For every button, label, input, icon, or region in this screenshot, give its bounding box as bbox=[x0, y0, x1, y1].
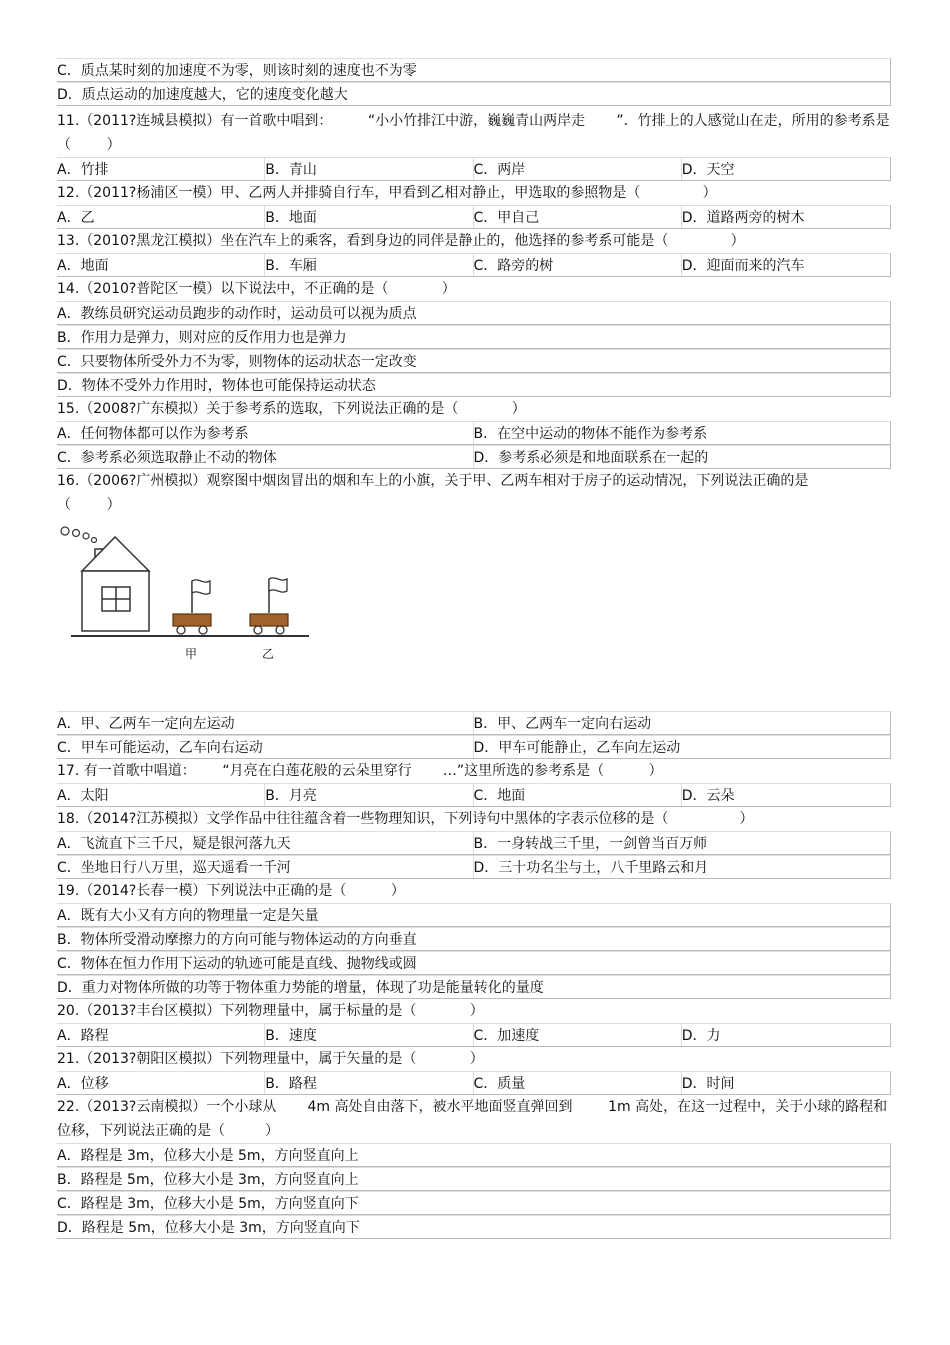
q14-option-a: A．教练员研究运动员跑步的动作时，运动员可以视为质点 bbox=[57, 301, 891, 325]
q12-stem: 12.（2011?杨浦区一模）甲、乙两人并排骑自行车，甲看到乙相对静止，甲选取的参照物是（ ） bbox=[57, 185, 717, 201]
q22-stem: 22.（2013?云南模拟）一个小球从 4m 高处自由落下，被水平地面竖直弹回到 1m 高处，在这一过程中，关于小球的路程和位移，下列说法正确的是（ ） bbox=[57, 1099, 888, 1139]
flag-icon bbox=[269, 578, 287, 592]
q17-option-c: C．地面 bbox=[474, 784, 682, 806]
q17-stem: 17. 有一首歌中唱道： “月亮在白莲花般的云朵里穿行 …”这里所选的参考系是（ ） bbox=[57, 763, 663, 779]
q14-stem: 14.（2010?普陀区一模）以下说法中，不正确的是（ ） bbox=[57, 281, 456, 297]
q19-option-a: A．既有大小又有方向的物理量一定是矢量 bbox=[57, 903, 891, 927]
q16-option-c: C．甲车可能运动，乙车向右运动 bbox=[57, 736, 474, 758]
q21-stem: 21.（2013?朝阳区模拟）下列物理量中，属于矢量的是（ ） bbox=[57, 1051, 484, 1067]
q22-option-c: C．路程是 3m，位移大小是 5m，方向竖直向下 bbox=[57, 1191, 891, 1215]
q18-options-row2 bbox=[57, 855, 891, 879]
q18-option-b: B．一身转战三千里，一剑曾当百万师 bbox=[473, 836, 708, 852]
cart-yi bbox=[250, 578, 288, 634]
q12-option-b: B．地面 bbox=[265, 206, 473, 228]
smoke-puff-icon bbox=[73, 530, 80, 537]
smoke-puff-icon bbox=[92, 538, 97, 543]
smoke-puff-icon bbox=[61, 527, 69, 535]
q20-option-c: C．加速度 bbox=[474, 1024, 682, 1046]
q21-option-c: C．质量 bbox=[474, 1072, 682, 1094]
q13-option-d: D．迎面而来的汽车 bbox=[681, 258, 805, 274]
q22-option-a: A．路程是 3m，位移大小是 5m，方向竖直向上 bbox=[57, 1143, 891, 1167]
q18-options-row1 bbox=[57, 831, 891, 855]
q14-option-d: D．物体不受外力作用时，物体也可能保持运动状态 bbox=[57, 373, 891, 397]
q11-option-d: D．天空 bbox=[681, 162, 735, 178]
q19-option-c: C．物体在恒力作用下运动的轨迹可能是直线、抛物线或圆 bbox=[57, 951, 891, 975]
q16-options-row2 bbox=[57, 735, 891, 759]
q20-options bbox=[57, 1023, 891, 1047]
q20-option-d: D．力 bbox=[681, 1028, 721, 1044]
q21-options bbox=[57, 1071, 891, 1095]
label-yi: 乙 bbox=[262, 647, 275, 661]
q20-option-a: A．路程 bbox=[57, 1024, 265, 1046]
q21-option-b: B．路程 bbox=[265, 1072, 473, 1094]
q12-option-c: C．甲自己 bbox=[474, 206, 682, 228]
q21-option-d: D．时间 bbox=[681, 1076, 735, 1092]
q11-option-c: C．两岸 bbox=[474, 158, 682, 180]
q18-stem: 18.（2014?江苏模拟）文学作品中往往蕴含着一些物理知识，下列诗句中黑体的字表示位移的是（ ） bbox=[57, 811, 754, 827]
house-and-carts-diagram bbox=[57, 521, 317, 711]
q11-option-b: B．青山 bbox=[265, 158, 473, 180]
q15-option-a: A．任何物体都可以作为参考系 bbox=[57, 422, 474, 444]
q17-options bbox=[57, 783, 891, 807]
q19-option-d: D．重力对物体所做的功等于物体重力势能的增量，体现了功是能量转化的量度 bbox=[57, 975, 891, 999]
q16-options-row1 bbox=[57, 711, 891, 735]
q20-option-b: B．速度 bbox=[265, 1024, 473, 1046]
label-jia: 甲 bbox=[185, 647, 198, 661]
q10-option-d: D．质点运动的加速度越大，它的速度变化越大 bbox=[57, 82, 891, 106]
q22-option-b: B．路程是 5m，位移大小是 3m，方向竖直向上 bbox=[57, 1167, 891, 1191]
q19-stem: 19.（2014?长春一模）下列说法中正确的是（ ） bbox=[57, 883, 405, 899]
exam-page bbox=[57, 58, 891, 1239]
q12-options bbox=[57, 205, 891, 229]
q11-options bbox=[57, 157, 891, 181]
q12-option-a: A．乙 bbox=[57, 206, 265, 228]
q15-option-c: C．参考系必须选取静止不动的物体 bbox=[57, 446, 474, 468]
q17-option-b: B．月亮 bbox=[265, 784, 473, 806]
q13-option-c: C．路旁的树 bbox=[474, 254, 682, 276]
q15-option-b: B．在空中运动的物体不能作为参考系 bbox=[473, 426, 708, 442]
q13-option-a: A．地面 bbox=[57, 254, 265, 276]
q13-stem: 13.（2010?黑龙江模拟）坐在汽车上的乘客，看到身边的同伴是静止的，他选择的参考系可能是（ ） bbox=[57, 233, 745, 249]
q18-option-c: C．坐地日行八万里，巡天遥看一千河 bbox=[57, 856, 474, 878]
q15-stem: 15.（2008?广东模拟）关于参考系的选取，下列说法正确的是（ ） bbox=[57, 401, 526, 417]
q22-option-d: D．路程是 5m，位移大小是 3m，方向竖直向下 bbox=[57, 1215, 891, 1239]
q20-stem: 20.（2013?丰台区模拟）下列物理量中，属于标量的是（ ） bbox=[57, 1003, 484, 1019]
q16-option-b: B．甲、乙两车一定向右运动 bbox=[473, 716, 652, 732]
smoke-puff-icon bbox=[83, 533, 89, 539]
cart-jia bbox=[173, 580, 211, 634]
q18-option-d: D．三十功名尘与土，八千里路云和月 bbox=[473, 860, 709, 876]
q16-option-a: A．甲、乙两车一定向左运动 bbox=[57, 712, 474, 734]
q19-option-b: B．物体所受滑动摩擦力的方向可能与物体运动的方向垂直 bbox=[57, 927, 891, 951]
q14-option-c: C．只要物体所受外力不为零，则物体的运动状态一定改变 bbox=[57, 349, 891, 373]
q16-stem: 16.（2006?广州模拟）观察图中烟囱冒出的烟和车上的小旗，关于甲、乙两车相对于房子的运动情况，下列说法正确的是（ ） bbox=[57, 473, 809, 513]
q16-figure bbox=[57, 521, 891, 711]
q15-option-d: D．参考系必须是和地面联系在一起的 bbox=[473, 450, 709, 466]
q11-option-a: A．竹排 bbox=[57, 158, 265, 180]
q16-option-d: D．甲车可能静止，乙车向左运动 bbox=[473, 740, 681, 756]
q14-option-b: B．作用力是弹力，则对应的反作用力也是弹力 bbox=[57, 325, 891, 349]
q17-option-d: D．云朵 bbox=[681, 788, 735, 804]
flag-icon bbox=[192, 580, 210, 594]
q17-option-a: A．太阳 bbox=[57, 784, 265, 806]
q15-options-row2 bbox=[57, 445, 891, 469]
q10-option-c: C．质点某时刻的加速度不为零，则该时刻的速度也不为零 bbox=[57, 58, 891, 82]
q18-option-a: A．飞流直下三千尺，疑是银河落九天 bbox=[57, 832, 474, 854]
q13-options bbox=[57, 253, 891, 277]
q13-option-b: B．车厢 bbox=[265, 254, 473, 276]
q15-options-row1 bbox=[57, 421, 891, 445]
q21-option-a: A．位移 bbox=[57, 1072, 265, 1094]
q11-stem: 11.（2011?连城县模拟）有一首歌中唱到： “小小竹排江中游，巍巍青山两岸走 ”．竹排上的人感觉山在走，所用的参考系是（ ） bbox=[57, 113, 890, 153]
q12-option-d: D．道路两旁的树木 bbox=[681, 210, 805, 226]
